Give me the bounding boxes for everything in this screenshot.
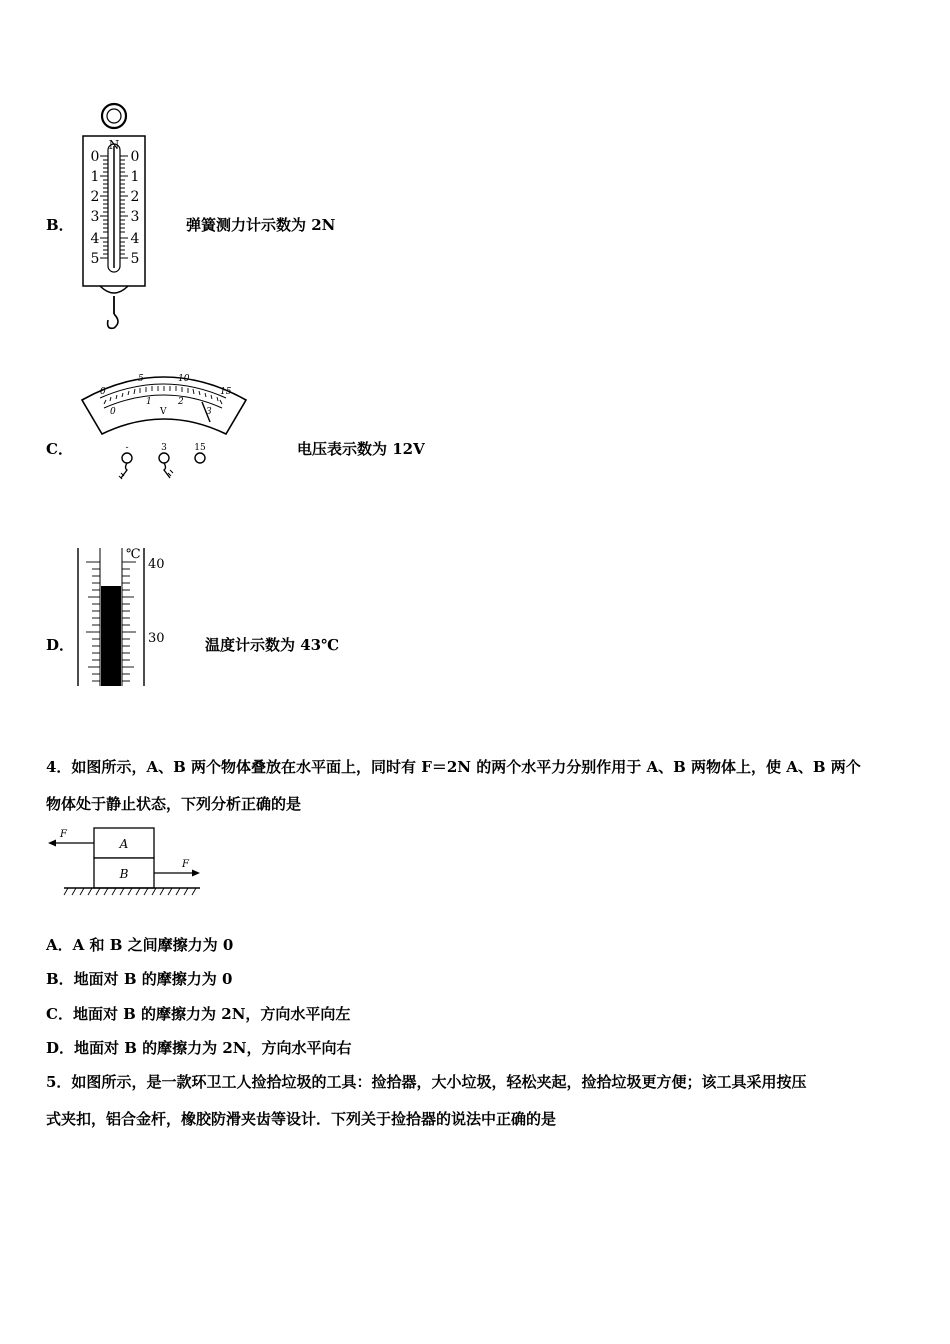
scale-mark: 3: [90, 209, 100, 225]
option-b-text: 弹簧测力计示数为 2N: [186, 216, 336, 234]
question-4-option-c[interactable]: C．地面对 B 的摩擦力为 2N，方向水平向左: [46, 1005, 351, 1023]
option-d-letter: D．: [46, 636, 75, 654]
question-4-option-a[interactable]: A．A 和 B 之间摩擦力为 0: [46, 936, 234, 954]
scale-mark: 0: [90, 149, 100, 165]
option-b-letter: B．: [46, 216, 74, 234]
dial-mark: 2: [178, 397, 184, 407]
scale-mark: 0: [130, 149, 140, 165]
arrow-left-icon: [48, 840, 56, 847]
dial-mark: 0: [100, 387, 106, 397]
blocks-figure: [44, 824, 204, 900]
dial-mark: 0: [110, 407, 116, 417]
question-4-option-b[interactable]: B．地面对 B 的摩擦力为 0: [46, 970, 233, 988]
scale-mark: 1: [130, 169, 140, 185]
scale-mark: 3: [130, 209, 140, 225]
option-c-text: 电压表示数为 12V: [297, 440, 425, 458]
dial-mark: 15: [220, 387, 232, 397]
terminal-labels: [125, 443, 206, 453]
terminal-label: 15: [194, 443, 206, 453]
spring-scale-unit: N: [108, 138, 120, 152]
option-d-text: 温度计示数为 43℃: [205, 636, 340, 654]
voltmeter-figure: [74, 360, 256, 482]
force-right-label: F: [182, 859, 189, 870]
question-4-option-d[interactable]: D．地面对 B 的摩擦力为 2N，方向水平向右: [46, 1039, 352, 1057]
dial-mark: 5: [138, 374, 144, 384]
terminal-label: -: [125, 443, 129, 453]
arrow-right-icon: [192, 870, 200, 877]
scale-mark: 4: [90, 231, 100, 247]
question-5-line-2: 式夹扣，铝合金杆，橡胶防滑夹齿等设计．下列关于捡拾器的说法中正确的是: [46, 1110, 557, 1128]
thermometer-figure: [72, 544, 172, 688]
force-left-label: F: [60, 829, 67, 840]
scale-mark: 5: [130, 251, 140, 267]
dial-mark: 3: [206, 407, 212, 417]
scale-mark: 2: [90, 189, 100, 205]
terminal-label: 3: [161, 443, 167, 453]
thermometer-mark: 40: [148, 557, 165, 572]
thermometer-column: [101, 586, 121, 686]
scale-mark: 1: [90, 169, 100, 185]
spring-scale-figure: [78, 100, 150, 332]
question-5-line-1: 5．如图所示，是一款环卫工人捡拾垃圾的工具：捡拾器，大小垃圾，轻松夹起，捡拾垃圾更方便；该工具采用按压: [46, 1073, 807, 1091]
scale-mark: 2: [130, 189, 140, 205]
scale-mark: 4: [130, 231, 140, 247]
thermometer-unit: ℃: [126, 547, 141, 562]
question-4-line-1: 4．如图所示，A、B 两个物体叠放在水平面上，同时有 F＝2N 的两个水平力分别作用于 A、B 两物体上，使 A、B 两个: [46, 758, 861, 776]
block-a-label: A: [119, 837, 129, 851]
block-b-label: B: [119, 867, 129, 881]
option-c-letter: C．: [46, 440, 73, 458]
scale-mark: 5: [90, 251, 100, 267]
dial-mark: 1: [146, 397, 152, 407]
question-4-line-2: 物体处于静止状态，下列分析正确的是: [46, 795, 302, 813]
thermometer-mark: 30: [148, 631, 165, 646]
dial-unit: V: [160, 407, 167, 417]
dial-mark: 10: [178, 374, 190, 384]
